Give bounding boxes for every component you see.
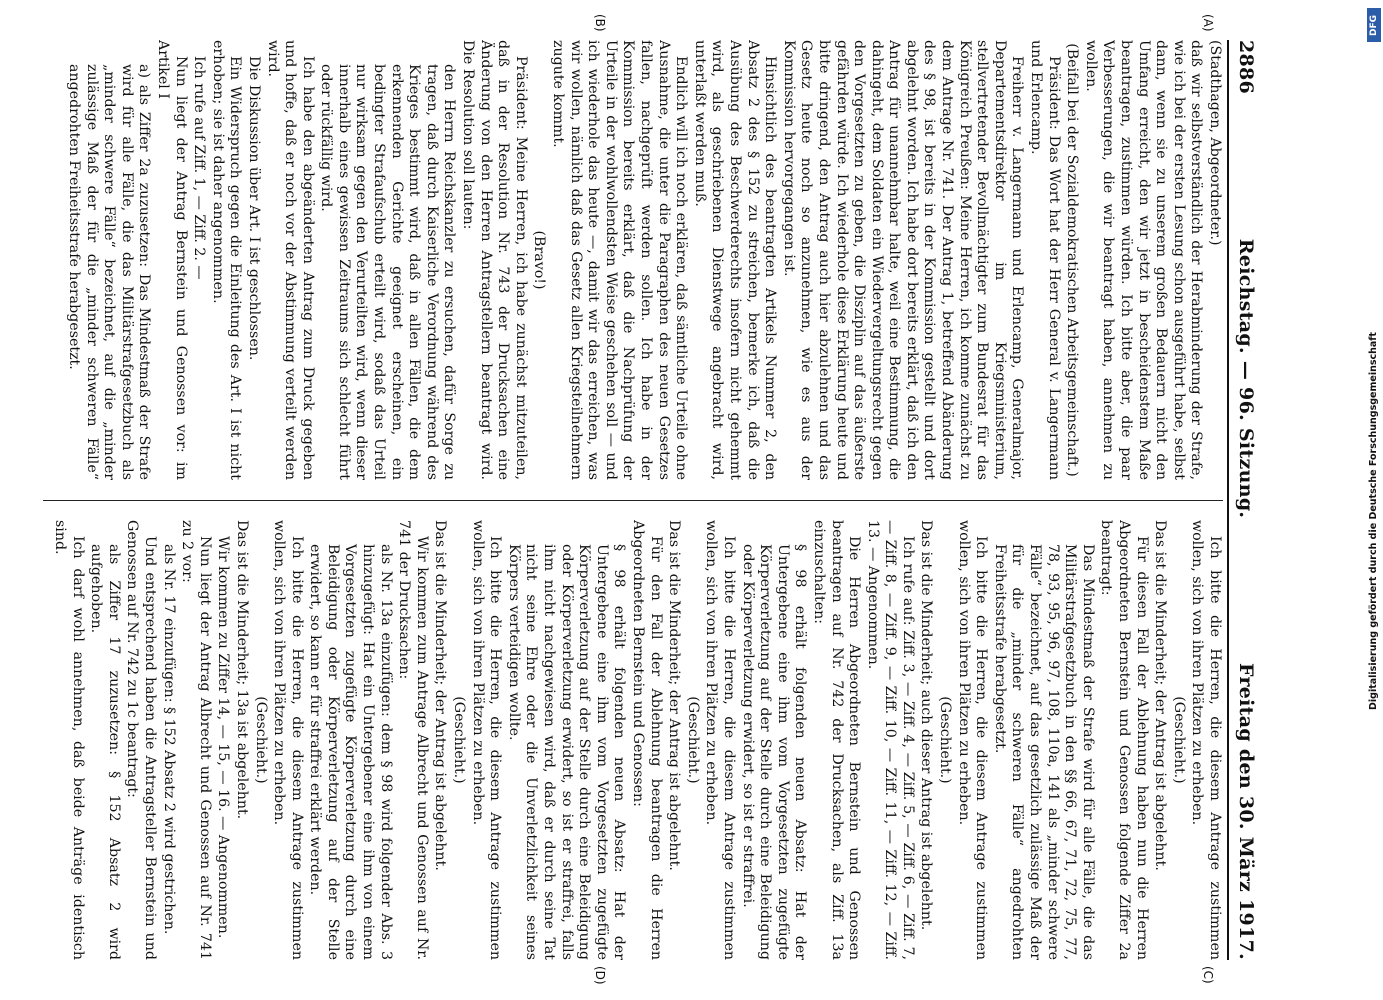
paragraph: Und entsprechend haben die Antragsteller Bernstein und Genossen auf Nr. 742 zu 1c beantragt: — [124, 520, 158, 960]
paragraph: Die Herren Abgeordneten Bernstein und Genossen beantragen auf Nr. 742 der Drucksachen, als Ziff. 13a einzuschalten: — [810, 520, 863, 960]
margin-mark-d: (D) — [593, 966, 607, 985]
paragraph: Das ist die Minderheit; auch dieser Antrag ist abgelehnt. — [918, 520, 935, 931]
left-text-column — [33, 40, 1223, 480]
amendment-text: § 98 erhält folgenden neuen Absatz: Hat der Untergebene eine ihm vom Vorgesetzten zugefügte Körperverletzung auf der Stelle durch eine Beleidigung oder Körperverletzung erwidert, so ist er straffrei. — [739, 544, 809, 960]
paragraph: Ich bitte die Herren, die diesem Antrage zustimmen wollen, sich von ihren Plätzen zu erheben. — [469, 520, 504, 960]
paragraph: Wir kommen zum Antrage Albrecht und Genossen auf Nr. 741 der Drucksachen: — [396, 520, 430, 960]
paragraph: Ich bitte die Herren, die diesem Antrage zustimmen wollen, sich von ihren Plätzen zu erheben. — [955, 520, 990, 960]
paragraph: Ich bitte die Herren, die diesem Antrage zustimmen wollen, sich von ihren Plätzen zu erheben. — [271, 520, 305, 960]
speaker-tag: (Stadthagen, Abgeordneter.) — [1207, 40, 1223, 246]
paragraph: Die Diskussion über Art. I ist geschlossen. — [245, 56, 262, 361]
paragraph: Hinsichtlich des beantragten Artikels Nummer 2, den Absatz 2 des § 152 zu streichen, bemerke ich, daß die Ausübung des Beschwerderechts insofern nicht gehemmt wird, als geschriebenen Dienstwege angebracht wird, unterlaßt werden muß. — [691, 40, 779, 480]
session-title: Reichstag. — 96. Sitzung. — [1235, 238, 1257, 519]
margin-mark-c: (C) — [1201, 966, 1215, 984]
paragraph: Nun liegt der Antrag Bernstein und Genossen vor: im Artikel I — [154, 40, 189, 480]
margin-mark-a: (A) — [1201, 14, 1215, 32]
stage-note: (Geschieht.) — [937, 696, 954, 784]
resolution-text: den Herrn Reichskanzler zu ersuchen, dafür Sorge zu tragen, daß durch Kaiserliche Verordnung während des Krieges bestimmt wird, daß in allen Fällen, die dem erkennenden Gerichte geeignet erscheinen, ein bedingter Strafaufschub erteilt wird, sodaß das Urteil nur wirksam gegen den Verurteilten wird, wenn dieser innerhalb eines gewissen Zeitraums sich schlecht führt oder rückfällig wird. — [318, 64, 458, 480]
amendment-text: Das Mindestmaß der Strafe wird für alle Fälle, die das Militärstrafgesetzbuch in den §§ 66, 67, 71, 72, 75, 77, 78, 93, 95, 96, 97, 108, 110a, 141 als „minder schwere Fälle“ bezeichnet, auf das gesetzlich zulässige Maß der für die „minder schweren Fälle“ angedrohten Freiheitsstrafe herabgesetzt. — [991, 544, 1096, 960]
amendment-text: als Nr. 17 einzufügen: § 152 Absatz 2 wird gestrichen. — [160, 544, 177, 935]
page-number: 2886 — [1235, 40, 1257, 95]
paragraph: Ich bitte die Herren, die diesem Antrage zustimmen wollen, sich von ihren Plätzen zu erheben. — [1189, 520, 1223, 960]
paragraph: Ein Widerspruch gegen die Einleitung des Art. I ist nicht erhoben; sie ist daher angenommen. — [209, 40, 244, 480]
paragraph: Das ist die Minderheit; der Antrag ist abgelehnt. — [1152, 520, 1169, 871]
stage-note: (Geschieht.) — [252, 696, 269, 784]
paragraph: daß wir selbstverständlich der Herabminderung der Strafe, wie ich bei der ersten Lesung schon ausgeführt habe, selbst dann, wenn sie zu unserem großen Bedauern nicht den Umfang erreicht, den wir jetzt in bescheidenstem Maße beantragen, zustimmen würden. Ich bitte aber, die paar Verbesserungen, die wir beantragt haben, annehmen zu wollen. — [1082, 40, 1205, 480]
paragraph: Wir kommen zu Ziffer 14, — 15, — 16. — Angenommen. — [215, 536, 232, 939]
paragraph: Ich habe den abgeänderten Antrag zum Druck gegeben und hoffe, daß er noch vor der Abstimmung verteilt werden wird. — [264, 40, 316, 480]
paragraph: Das ist die Minderheit; 13a ist abgelehnt. — [233, 520, 250, 820]
page-header — [1227, 40, 1269, 960]
dfg-logo: DFG — [1367, 8, 1381, 42]
applause-note: (Bravo!) — [531, 230, 548, 290]
margin-mark-b: (B) — [593, 14, 607, 32]
digitization-note: Digitalisierung gefördert durch die Deutsche Forschungsgemeinschaft — [1368, 332, 1379, 710]
stage-note: (Geschieht.) — [451, 696, 468, 784]
stage-note: (Geschieht.) — [684, 696, 701, 784]
paragraph: Ich rufe auf Ziff. 1, — Ziff. 2. — — [191, 56, 208, 280]
amendment-text: a) als Ziffer 2a zuzusetzen: Das Mindestmaß der Strafe wird für alle Fälle, die das Militärstrafgesetzbuch als „minder schwere Fälle“ bezeichnet, auf die „minder zulässige Maß der für die „minder schweren Fälle“ angedrohten Freiheitsstrafe herabgesetzt. — [66, 64, 153, 480]
paragraph: Das ist die Minderheit; der Antrag ist abgelehnt. — [666, 520, 683, 871]
paragraph: Endlich will ich noch erklären, daß sämtliche Urteile ohne Ausnahme, die unter die Paragraphen des neuen Gesetzes fallen, nachgeprüft werden sollen. Ich habe in der Kommission bereits erklärt, daß die Nachprüfung der Urteile in der wohlwollendsten Weise geschehen soll — und ich wiederhole das heute —, damit wir das erreichen, was wir wollen, nämlich daß das Gesetz allen Kriegsteilnehmern zugute kommt. — [550, 40, 690, 480]
amendment-text: als Nr. 13a einzufügen: dem § 98 wird folgender Abs. 3 hinzugefügt: Hat ein Untergebener eine ihm von einem Vorgesetzten zugefügte Körperverletzung durch eine Beleidigung oder Körperverletzung auf der Stelle erwidert, so kann er für straffrei erklärt werden. — [307, 544, 394, 960]
paragraph: Präsident: Das Wort hat der Herr General v. Langermann und Erlencamp. — [1028, 40, 1062, 480]
applause-note: (Beifall bei der Sozialdemokratischen Arbeitsgemeinschaft.) — [1064, 43, 1081, 477]
paragraph: Für diesen Fall der Ablehnung haben nun die Herren Abgeordneten Bernstein und Genossen folgende Ziffer 2a beantragt: — [1098, 520, 1150, 960]
paragraph: Ich bitte die Herren, die diesem Antrage zustimmen wollen, sich von ihren Plätzen zu erheben. — [703, 520, 737, 960]
paragraph: Für den Fall der Ablehnung beantragen die Herren Abgeordneten Bernstein und Genossen: — [630, 520, 664, 960]
column-divider — [43, 500, 1223, 501]
paragraph: Ich rufe auf: Ziff. 3, — Ziff. 4, — Ziff. 5, — Ziff. 6, — Ziff. 7, — Ziff. 8, — Ziff. 9, — Ziff. 10, — Ziff. 11, — Ziff. 12, — Ziff. 13. — Angenommen. — [864, 520, 916, 960]
paragraph: Freiherr v. Langermann und Erlencamp, Generalmajor, Departementsdirektor im Kriegsministerium, stellvertretender Bevollmächtigter zum Bundesrat für das Königreich Preußen: Meine Herren, ich komme zunächst zu dem Antrage Nr. 741. Der Antrag 1, betreffend Abänderung des § 98, ist bereits in der Kommission gestellt und dort abgelehnt worden. Ich habe dort bereits erklärt, daß ich den Antrag für unannehmbar halte, weil eine Bestimmung, die dahingeht, dem Soldaten ein Wiedervergeltungsrecht gegen den Vorgesetzten zu geben, die Disziplin auf das äußerste gefährden würde. Ich wiederhole diese Erklärung heute und bitte dringend, den Antrag auch hier abzulehnen und das Gesetz heute noch so anzunehmen, wie es aus der Kommission hervorgegangen ist. — [780, 40, 1026, 480]
paragraph: Präsident: Meine Herren, ich habe zunächst mitzuteilen, daß in der Resolution Nr. 743 der Drucksachen eine Änderung von den Herren Antragstellern beantragt wird. Die Resolution soll lauten: — [460, 40, 529, 480]
right-text-column — [33, 520, 1223, 960]
session-date: Freitag den 30. März 1917. — [1235, 663, 1257, 960]
amendment-text: als Ziffer 17 zuzusetzen: § 152 Absatz 2 wird aufgehoben. — [88, 544, 122, 960]
amendment-text: § 98 erhält folgenden neuen Absatz: Hat der Untergebene eine ihm vom Vorgesetzten zugefügte Körperverletzung auf der Stelle durch eine Beleidigung oder Körperverletzung erwidert, so ist er straffrei, falls ihm nicht nachgewiesen wird, daß er durch seine Tat nicht seine Ehre oder die Unverletzlichkeit seines Körpers verteidigen wollte. — [505, 544, 628, 960]
stage-note: (Geschieht.) — [1170, 696, 1187, 784]
paragraph: Ich darf wohl annehmen, daß beide Anträge identisch sind. — [52, 520, 86, 960]
paragraph: Nun liegt der Antrag Albrecht und Genossen auf Nr. 741 zu 2 vor: — [179, 520, 213, 960]
paragraph: Das ist die Minderheit; der Antrag ist abgelehnt. — [432, 520, 449, 871]
